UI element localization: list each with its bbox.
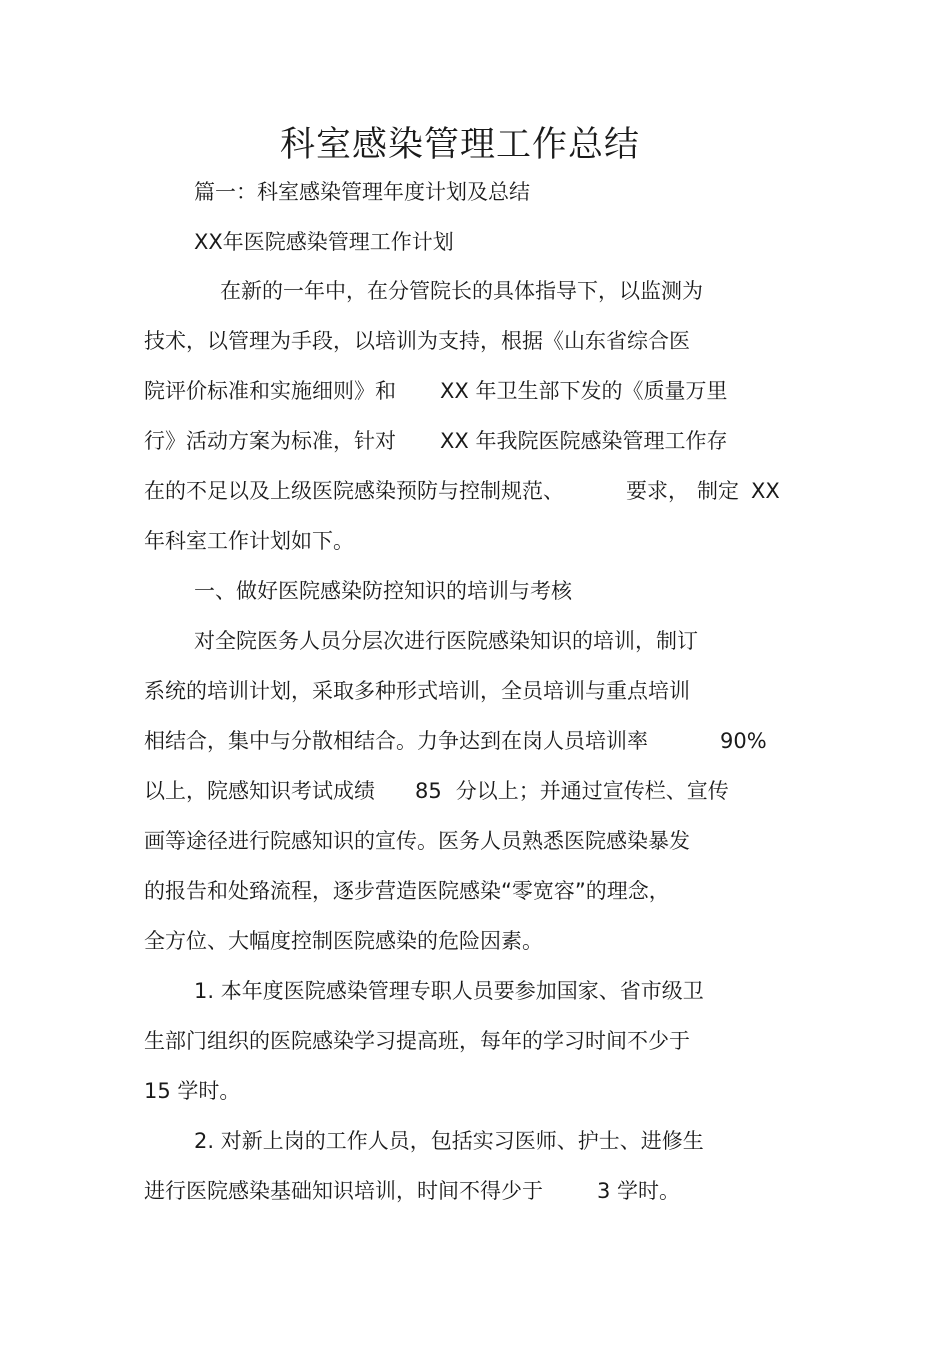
text-segment: 分以上；并通过宣传栏、宣传 [455,779,729,803]
text-segment: 制定 [697,479,739,503]
item2-line-2 [144,1176,680,1206]
text-segment: XX 年我院医院感染管理工作存 [440,429,728,453]
section-line-7: 全方位、大幅度控制医院感染的危险因素。 [144,929,543,953]
text-segment: XX [751,479,780,503]
section-line-3 [144,726,767,756]
section-line-6: 的报告和处臵流程，逐步营造医院感染“零宽容”的理念， [144,879,670,903]
text-segment: 以上，院感知识考试成绩 [144,779,375,803]
text-segment: 院评价标准和实施细则》和 [144,379,396,403]
text-segment: 相结合，集中与分散相结合。力争达到在岗人员培训率 [144,729,648,753]
section-line-4 [144,776,729,806]
section-line-2: 系统的培训计划，采取多种形式培训，全员培训与重点培训 [144,679,690,703]
page-title: 科室感染管理工作总结 [279,125,640,165]
text-segment: 进行医院感染基础知识培训，时间不得少于 [144,1179,543,1203]
text-segment: 要求， [626,479,689,503]
intro-line-5 [144,476,780,506]
intro-line-6: 年科室工作计划如下。 [144,529,354,553]
plan-title: XX年医院感染管理工作计划 [194,230,454,254]
chapter-heading: 篇一：科室感染管理年度计划及总结 [194,180,530,204]
text-segment: 90% [720,729,767,753]
item1-line-1: 1. 本年度医院感染管理专职人员要参加国家、省市级卫 [194,979,704,1003]
text-segment: 行》活动方案为标准，针对 [144,429,396,453]
intro-line-4 [144,426,727,456]
text-segment: 3 学时。 [597,1179,681,1203]
text-segment: XX 年卫生部下发的《质量万里 [440,379,728,403]
text-segment: 在的不足以及上级医院感染预防与控制规范、 [144,479,564,503]
section-line-1: 对全院医务人员分层次进行医院感染知识的培训，制订 [194,629,698,653]
section-line-5: 画等途径进行院感知识的宣传。医务人员熟悉医院感染暴发 [144,829,690,853]
intro-line-1: 在新的一年中，在分管院长的具体指导下，以监测为 [220,279,703,303]
item1-line-3: 15 学时。 [144,1079,241,1103]
item1-line-2: 生部门组织的医院感染学习提高班，每年的学习时间不少于 [144,1029,690,1053]
section-heading: 一、做好医院感染防控知识的培训与考核 [194,579,572,603]
intro-line-3 [144,376,727,406]
intro-line-2: 技术，以管理为手段，以培训为支持，根据《山东省综合医 [144,329,690,353]
text-segment: 85 [415,779,442,803]
item2-line-1: 2. 对新上岗的工作人员，包括实习医师、护士、进修生 [194,1129,704,1153]
